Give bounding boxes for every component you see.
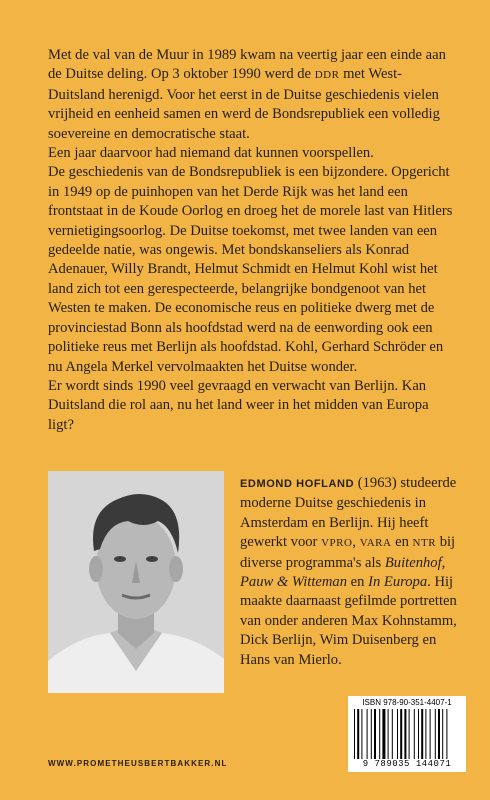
barcode-icon [354,709,460,759]
barcode-digits: 9 789035 144071 [362,759,452,769]
author-bio [240,474,465,670]
blurb-paragraph-2: Een jaar daarvoor had niemand dat kunnen voorspellen. [48,145,374,162]
barcode-box [348,696,466,772]
author-photo [48,471,224,693]
blurb-paragraph-1: Met de val van de Muur in 1989 kwam na veertig jaar een einde aan de Duitse deling. Op 3 oktober 1990 werd de DDR met West-Duitsland herenigd. Voor het eerst in de Duitse geschiedenis vielen vrijheid en eenheid samen en werd de Bondsrepubliek een volledig soevereine en democratische staat. [48,47,446,142]
author-bio-text: EDMOND HOFLAND (1963) studeerde moderne Duitse geschiedenis in Amsterdam en Berlijn. Hij heeft gewerkt voor VPRO, VARA en NTR bij diverse programma's als Buitenhof, Pauw & Witteman en In Europa. Hij maakte daarnaast gefilmde portretten van onder anderen Max Kohnstamm, Dick Berlijn, Wim Duisenberg en Hans van Mierlo. [240,475,457,668]
vara-abbr: VARA [359,537,392,550]
ntr-abbr: NTR [412,537,437,550]
ddr-abbr: DDR [314,69,340,82]
show-pauw-witteman: Pauw & Witteman [240,574,348,591]
blurb-paragraph-3: De geschiedenis van de Bondsrepubliek is een bijzondere. Opgericht in 1949 op de puinhopen van het Derde Rijk was het land een frontstaat in de Koude Oorlog en droeg het de morele last van Hitlers vernietigingsoorlog. De Duitse toekomst, met twee landen van een gedeelde natie, was ongewis. Met bondskanseliers als Konrad Adenauer, Willy Brandt, Helmut Schmidt en Helmut Kohl wist het land zich tot een gerespecteerde, belangrijke bondgenoot van het Westen te maken. De economische reus en politieke dwerg met de provinciestad Bonn als hoofdstad werd na de eenwording ook een politieke reus met Berlijn als hoofdstad. Kohl, Gerhard Schröder en nu Angela Merkel vervolmaakten het Duitse wonder. [48,164,453,375]
back-cover-blurb [48,46,458,435]
author-portrait-image [48,471,224,693]
vpro-abbr: VPRO [321,537,353,550]
show-buitenhof: Buitenhof [384,554,442,571]
author-name: EDMOND HOFLAND [240,478,355,490]
isbn-text: ISBN 978-90-351-4407-1 [362,698,452,707]
blurb-paragraph-4: Er wordt sinds 1990 veel gevraagd en verwacht van Berlijn. Kan Duitsland die rol aan, nu het land weer in het midden van Europa ligt? [48,377,429,433]
publisher-website: WWW.PROMETHEUSBERTBAKKER.NL [48,759,228,768]
show-in-europa: In Europa [368,574,428,591]
